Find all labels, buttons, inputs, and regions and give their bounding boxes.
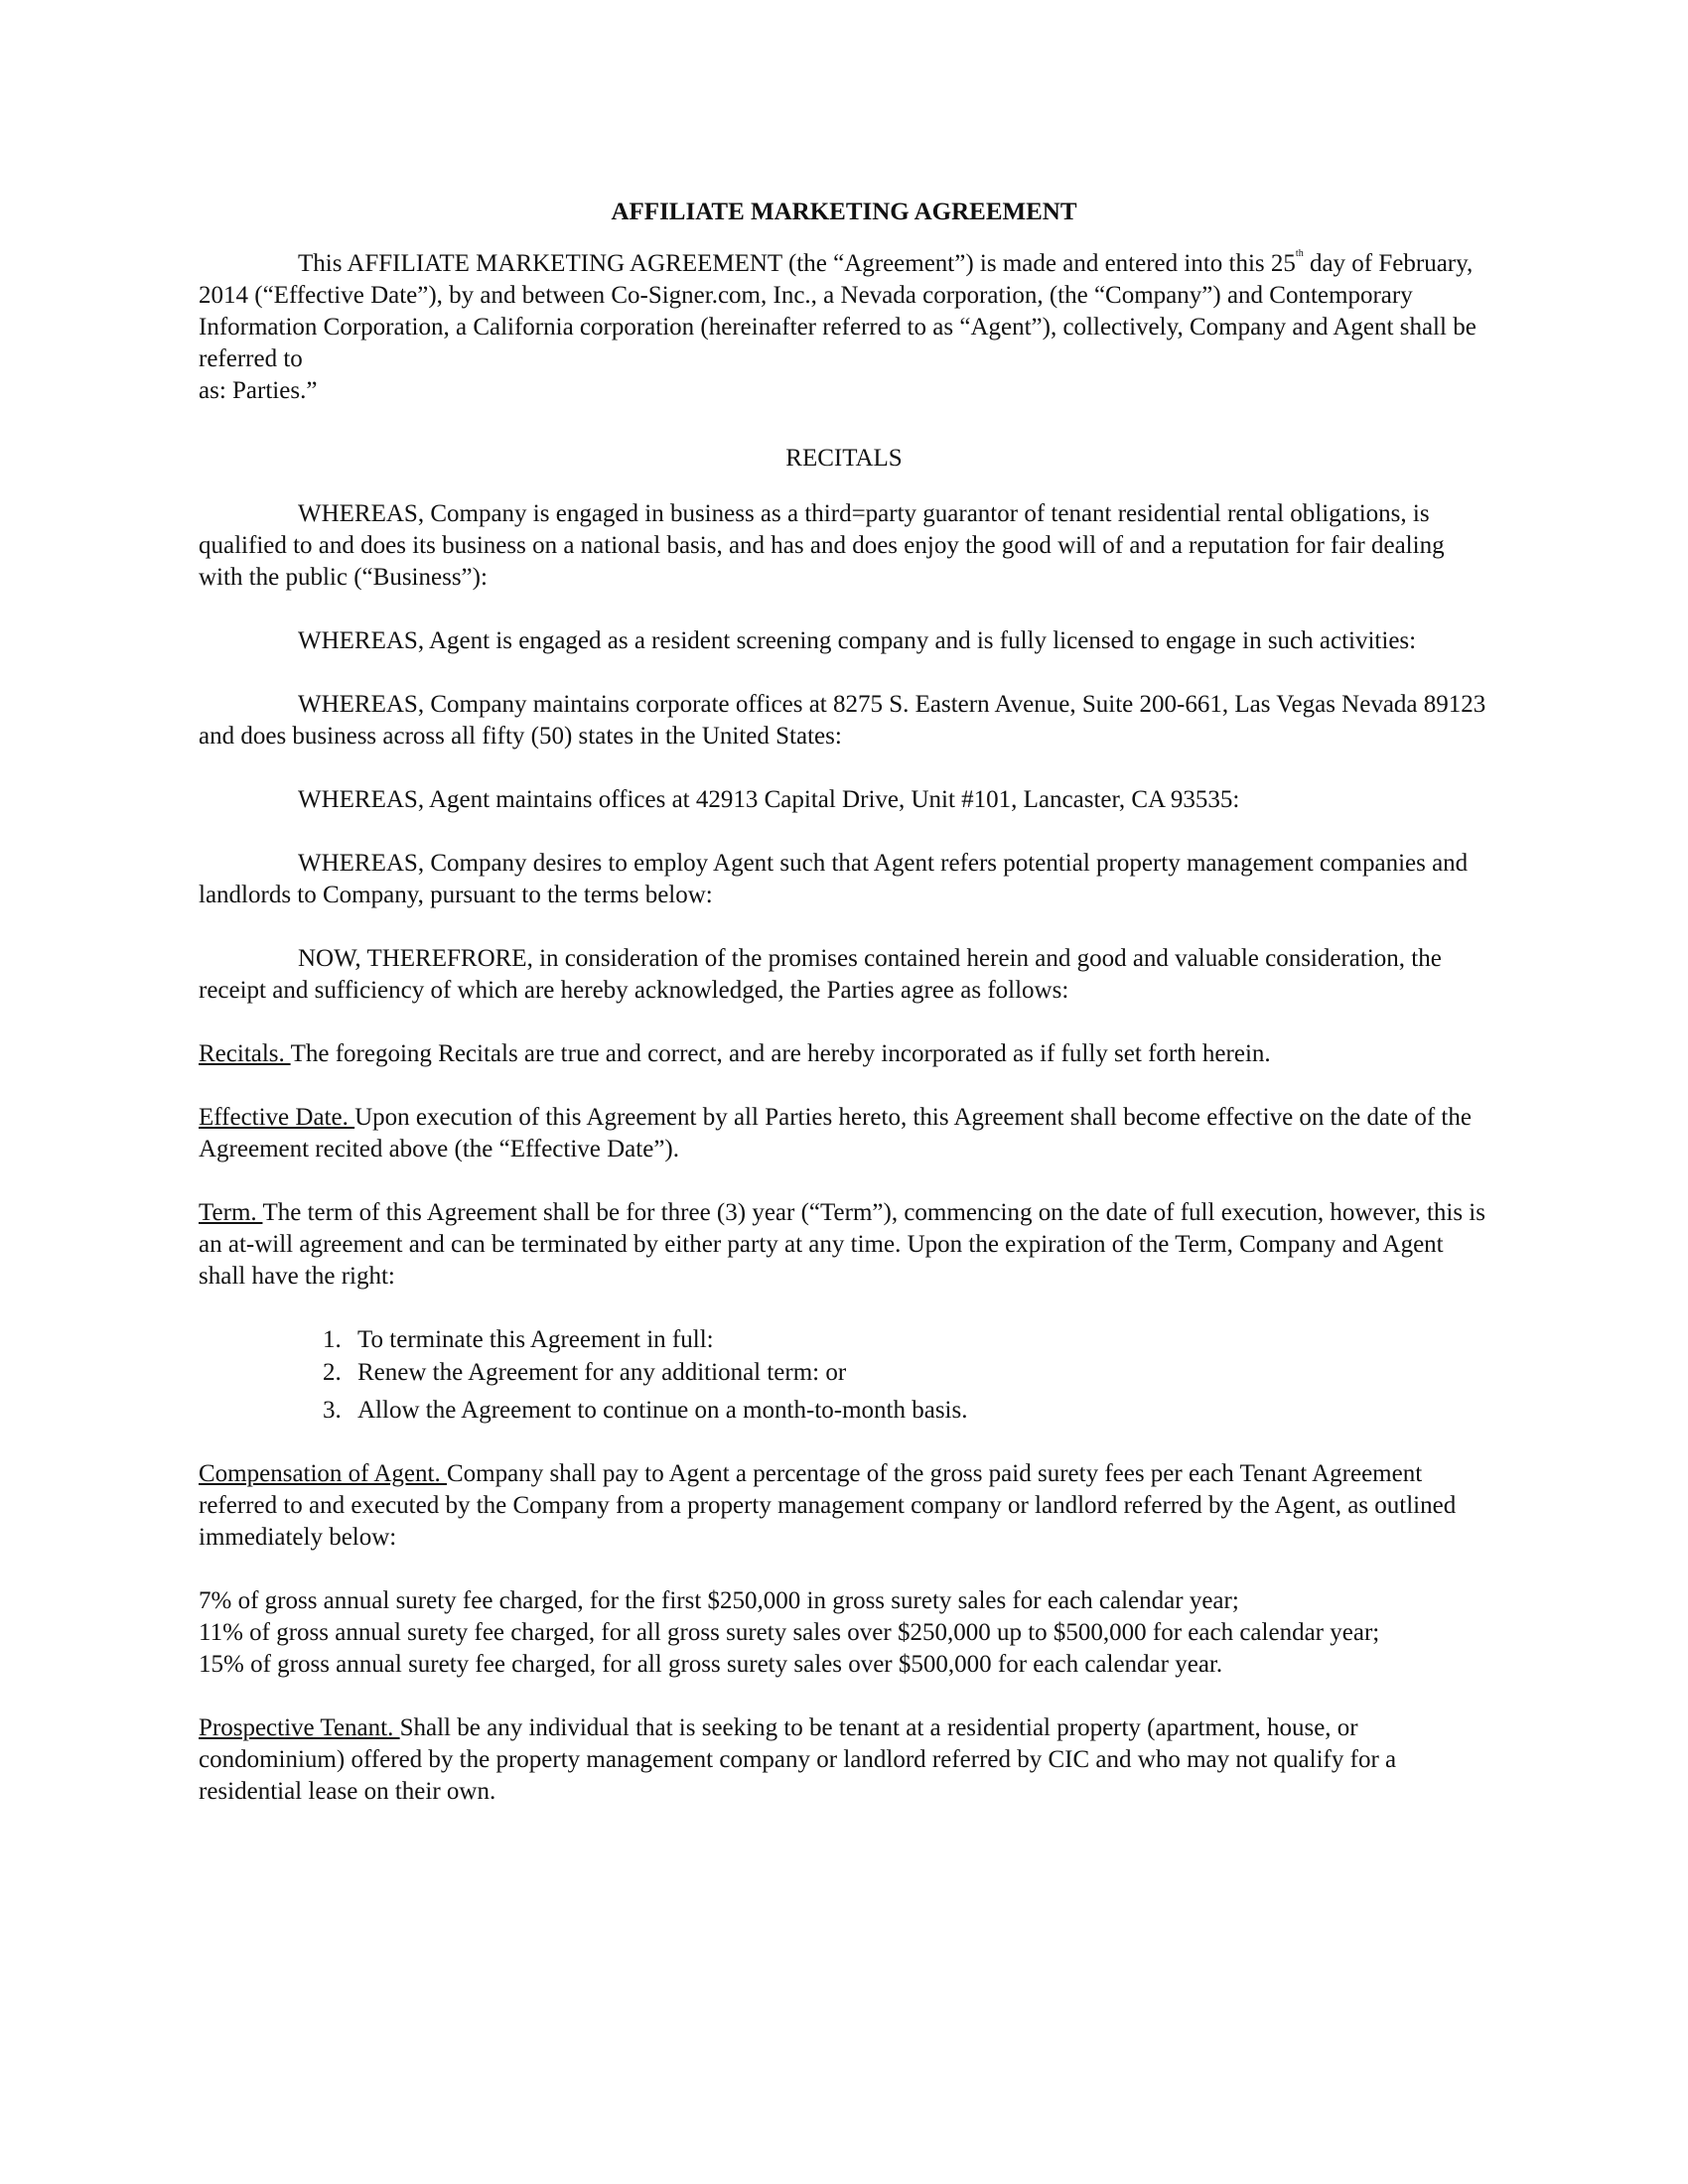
intro-text-1: This AFFILIATE MARKETING AGREEMENT (the “Agreement”) is made and entered into this 25: [298, 250, 1296, 277]
now-therefore: NOW, THEREFRORE, in consideration of the promises contained herein and good and valuable consideration, the receipt and sufficiency of which are hereby acknowledged, the Parties agree as follows:: [199, 945, 1442, 1004]
intro-line-end: as: Parties.”: [199, 377, 318, 404]
section-compensation-heading: Compensation of Agent.: [199, 1460, 447, 1487]
whereas-company-offices: WHEREAS, Company maintains corporate offices at 8275 S. Eastern Avenue, Suite 200-661, Las Vegas Nevada 89123 and does business across all fifty (50) states in the United States:: [199, 691, 1486, 750]
term-option-month-to-month: 3. Allow the Agreement to continue on a month-to-month basis.: [348, 1395, 1489, 1427]
term-option-renew: 2. Renew the Agreement for any additional term: or: [348, 1357, 1489, 1389]
section-prospective-tenant-text: Shall be any individual that is seeking to be tenant at a residential property (apartment, house, or condominium) offered by the property management company or landlord referred by CIC and who may not qualify for a residential lease on their own.: [199, 1714, 1397, 1805]
section-compensation: [199, 1458, 1489, 1554]
section-effective-date-heading: Effective Date.: [199, 1104, 355, 1131]
section-compensation-text: Company shall pay to Agent a percentage of the gross paid surety fees per each Tenant Agreement referred to and executed by the Company from a property management company or landlord referred by the Agent, as outlined immediately below:: [199, 1460, 1457, 1551]
whereas-agent-screening: WHEREAS, Agent is engaged as a resident screening company and is fully licensed to engage in such activities:: [298, 627, 1417, 654]
section-prospective-tenant: [199, 1712, 1489, 1808]
intro-text-2: day of February, 2014 (“Effective Date”), by and between Co-Signer.com, Inc., a Nevada corporation, (the “Company”) and Contemporary Information Corporation, a California corporation (hereinafter referred to as “Agent”), collectively, Company and Agent shall be referred to: [199, 250, 1477, 372]
compensation-tier-3: 15% of gross annual surety fee charged, for all gross surety sales over $500,000 for each calendar year.: [199, 1651, 1223, 1678]
recitals-heading: RECITALS: [785, 445, 903, 472]
document-page: [199, 197, 1489, 1840]
whereas-agent-offices: WHEREAS, Agent maintains offices at 42913 Capital Drive, Unit #101, Lancaster, CA 93535:: [298, 786, 1240, 813]
whereas-referral: WHEREAS, Company desires to employ Agent such that Agent refers potential property management companies and landlords to Company, pursuant to the terms below:: [199, 850, 1469, 908]
compensation-tier-2: 11% of gross annual surety fee charged, for all gross surety sales over $250,000 up to $500,000 for each calendar year;: [199, 1619, 1380, 1646]
intro-superscript: th: [1295, 248, 1304, 259]
document-title: AFFILIATE MARKETING AGREEMENT: [611, 199, 1077, 225]
section-effective-date: [199, 1102, 1489, 1165]
whereas-business: WHEREAS, Company is engaged in business as a third=party guarantor of tenant residential rental obligations, is qualified to and does its business on a national basis, and has and does enjoy the good will of and a reputation for fair dealing with the public (“Business”):: [199, 500, 1445, 591]
term-option-terminate: 1. To terminate this Agreement in full:: [348, 1324, 1489, 1356]
section-term-heading: Term.: [199, 1199, 263, 1226]
section-term: [199, 1197, 1489, 1293]
section-recitals-text: The foregoing Recitals are true and correct, and are hereby incorporated as if fully set forth herein.: [290, 1040, 1271, 1067]
section-prospective-tenant-heading: Prospective Tenant.: [199, 1714, 400, 1741]
section-effective-date-text: Upon execution of this Agreement by all Parties hereto, this Agreement shall become effective on the date of the Agreement recited above (the “Effective Date”).: [199, 1104, 1472, 1162]
compensation-tier-1: 7% of gross annual surety fee charged, for the first $250,000 in gross surety sales for each calendar year;: [199, 1587, 1239, 1614]
term-options-list: [199, 1324, 1489, 1427]
intro-paragraph: [199, 248, 1489, 375]
section-recitals: [199, 1038, 1489, 1070]
section-recitals-heading: Recitals.: [199, 1040, 291, 1067]
section-term-text: The term of this Agreement shall be for three (3) year (“Term”), commencing on the date of full execution, however, this is an at-will agreement and can be terminated by either party at any time. Upon the expiration of the Term, Company and Agent shall have the right:: [199, 1199, 1485, 1290]
